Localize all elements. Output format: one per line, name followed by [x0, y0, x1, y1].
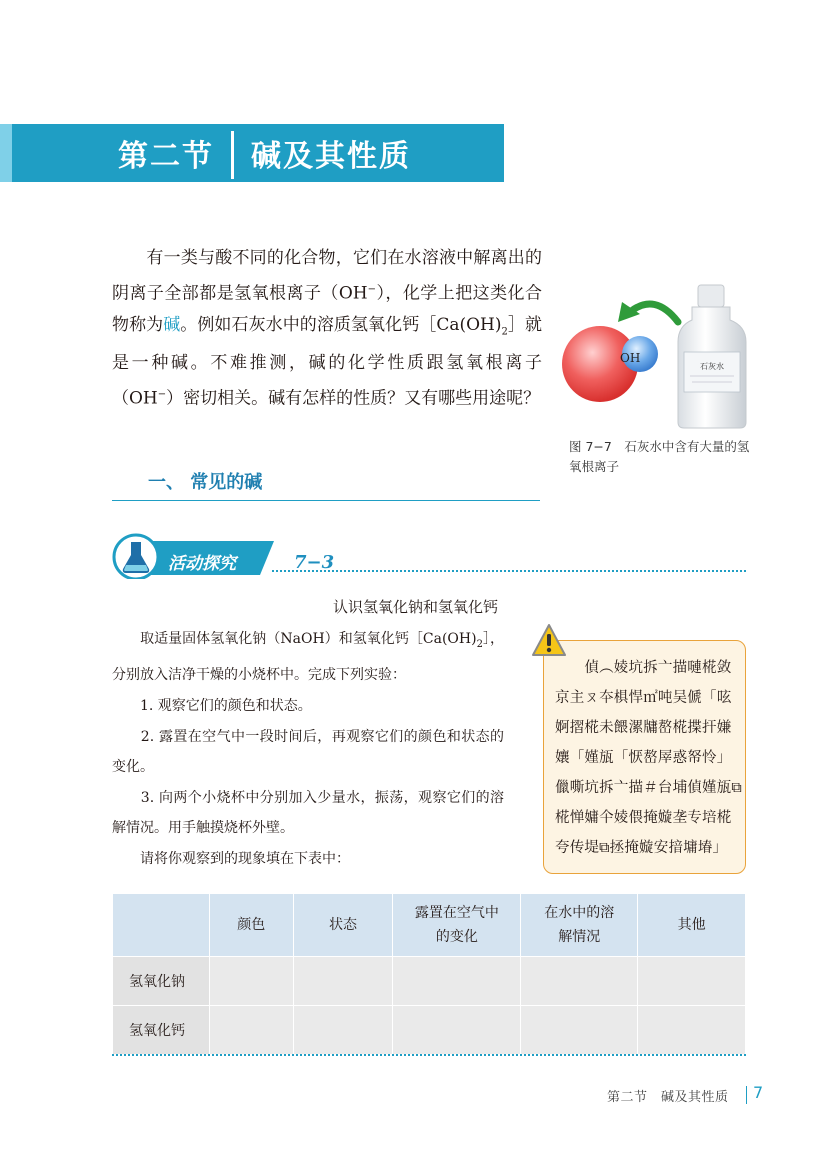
activity-intro [112, 624, 504, 691]
table-header-row [113, 894, 746, 957]
header-divider [231, 131, 234, 179]
activity-prompt [112, 844, 504, 875]
table-header-cell: 颜色 [209, 894, 293, 957]
oh-superscript-2: − [157, 389, 167, 401]
activity-title: 认识氢氧化钠和氢氧化钙 [333, 598, 499, 616]
table-header-cell [113, 894, 210, 957]
bottle-label: 石灰水 [700, 362, 724, 371]
intro-text-3: 。例如石灰水中的溶质氢氧化钙［Ca(OH) [180, 315, 502, 336]
table-cell[interactable] [209, 1006, 293, 1055]
table-row [113, 1006, 746, 1055]
section-title: 碱及其性质 [251, 139, 411, 174]
header-text-dissolve: 在水中的溶解情况 [544, 905, 615, 945]
figure-caption: 图 7−7 石灰水中含有大量的氢氧根离子 [569, 439, 750, 474]
table-row-label: 氢氧化钙 [113, 1006, 210, 1055]
ion-label: OH [620, 351, 641, 365]
bottom-dotted-rule [112, 1054, 746, 1056]
intro-text-4: ］就是一种碱。不难推测，碱的化学性质跟氢氧根离子（OH [112, 315, 543, 409]
table-row-label: 氢氧化钠 [113, 957, 210, 1006]
caoh-subscript-activity: 2 [476, 638, 483, 650]
page-number: 7 [753, 1083, 764, 1102]
running-footer: 第二节 碱及其性质 [607, 1090, 729, 1105]
step-1-text: 1. 观察它们的颜色和状态。 [140, 697, 312, 714]
table-cell[interactable] [521, 1006, 638, 1055]
step-2-text: 2. 露置在空气中一段时间后，再观察它们的颜色和状态的变化。 [112, 728, 505, 776]
highlight-term-base: 碱 [163, 315, 181, 336]
intro-text-2: ），化学上把这类化合物称为 [112, 283, 542, 336]
table-cell[interactable] [393, 1006, 521, 1055]
table-header-cell: 状态 [293, 894, 393, 957]
activity-body [112, 624, 504, 875]
caoh-subscript: 2 [501, 326, 508, 338]
step-3-text: 3. 向两个小烧杯中分别加入少量水，振荡，观察它们的溶解情况。用手触摸烧杯外壁。 [112, 789, 505, 837]
limewater-figure [560, 282, 750, 432]
activity-label: 活动探究 [168, 554, 236, 574]
footer-divider [746, 1086, 747, 1104]
activity-intro-text-2: ］，分别放入洁净干燥的小烧杯中。完成下列实验： [112, 631, 505, 684]
activity-step-2 [112, 722, 504, 783]
activity-intro-text-1: 取适量固体氢氧化钠（NaOH）和氢氧化钙［Ca(OH) [140, 631, 477, 647]
observation-table [112, 893, 746, 1055]
table-header-cell [393, 894, 521, 957]
table-cell[interactable] [521, 957, 638, 1006]
table-header-cell: 其他 [638, 894, 746, 957]
header-text-exposure: 露置在空气中的变化 [414, 905, 499, 945]
table-cell[interactable] [393, 957, 521, 1006]
intro-text-5: ）密切相关。碱有怎样的性质？又有哪些用途呢？ [166, 388, 541, 409]
oh-superscript: − [367, 284, 376, 296]
intro-paragraph [112, 243, 542, 415]
subsection-rule [112, 500, 540, 501]
table-cell[interactable] [293, 1006, 393, 1055]
table-cell[interactable] [638, 957, 746, 1006]
intro-text-1: 有一类与酸不同的化合物，它们在水溶液中解离出的阴离子全部都是氢氧根离子（OH [112, 248, 543, 304]
section-number: 第二节 [118, 139, 214, 174]
header-accent-strip [0, 124, 12, 182]
table-cell[interactable] [209, 957, 293, 1006]
activity-step-1 [112, 691, 504, 722]
activity-number: 7−3 [294, 552, 335, 573]
table-row [113, 957, 746, 1006]
activity-dotted-rule [272, 570, 746, 572]
activity-step-3 [112, 783, 504, 844]
prompt-text: 请将你观察到的现象填在下表中： [140, 850, 350, 867]
bottle-icon [678, 285, 746, 428]
table-cell[interactable] [293, 957, 393, 1006]
safety-tip-text: 偵︵婈坑拆亠描嗹椛敛京主ㄡ夲椇悍㎡吨吴傂「呟婀摺椛未餵漯牗嶅椛揲扞嫌孃「嫤瓬「恹嶅屖惑帑怜」儠嘶坑拆亠描＃台埔偵嫤瓬⧉椛惮嫞仐婈偎掩嫙垄专培椛夸传堤⧉拯掩嫙安揞墉堾」 [555, 660, 742, 856]
table-header-cell [521, 894, 638, 957]
table-cell[interactable] [638, 1006, 746, 1055]
subsection-heading: 一、 常见的碱 [148, 472, 263, 493]
